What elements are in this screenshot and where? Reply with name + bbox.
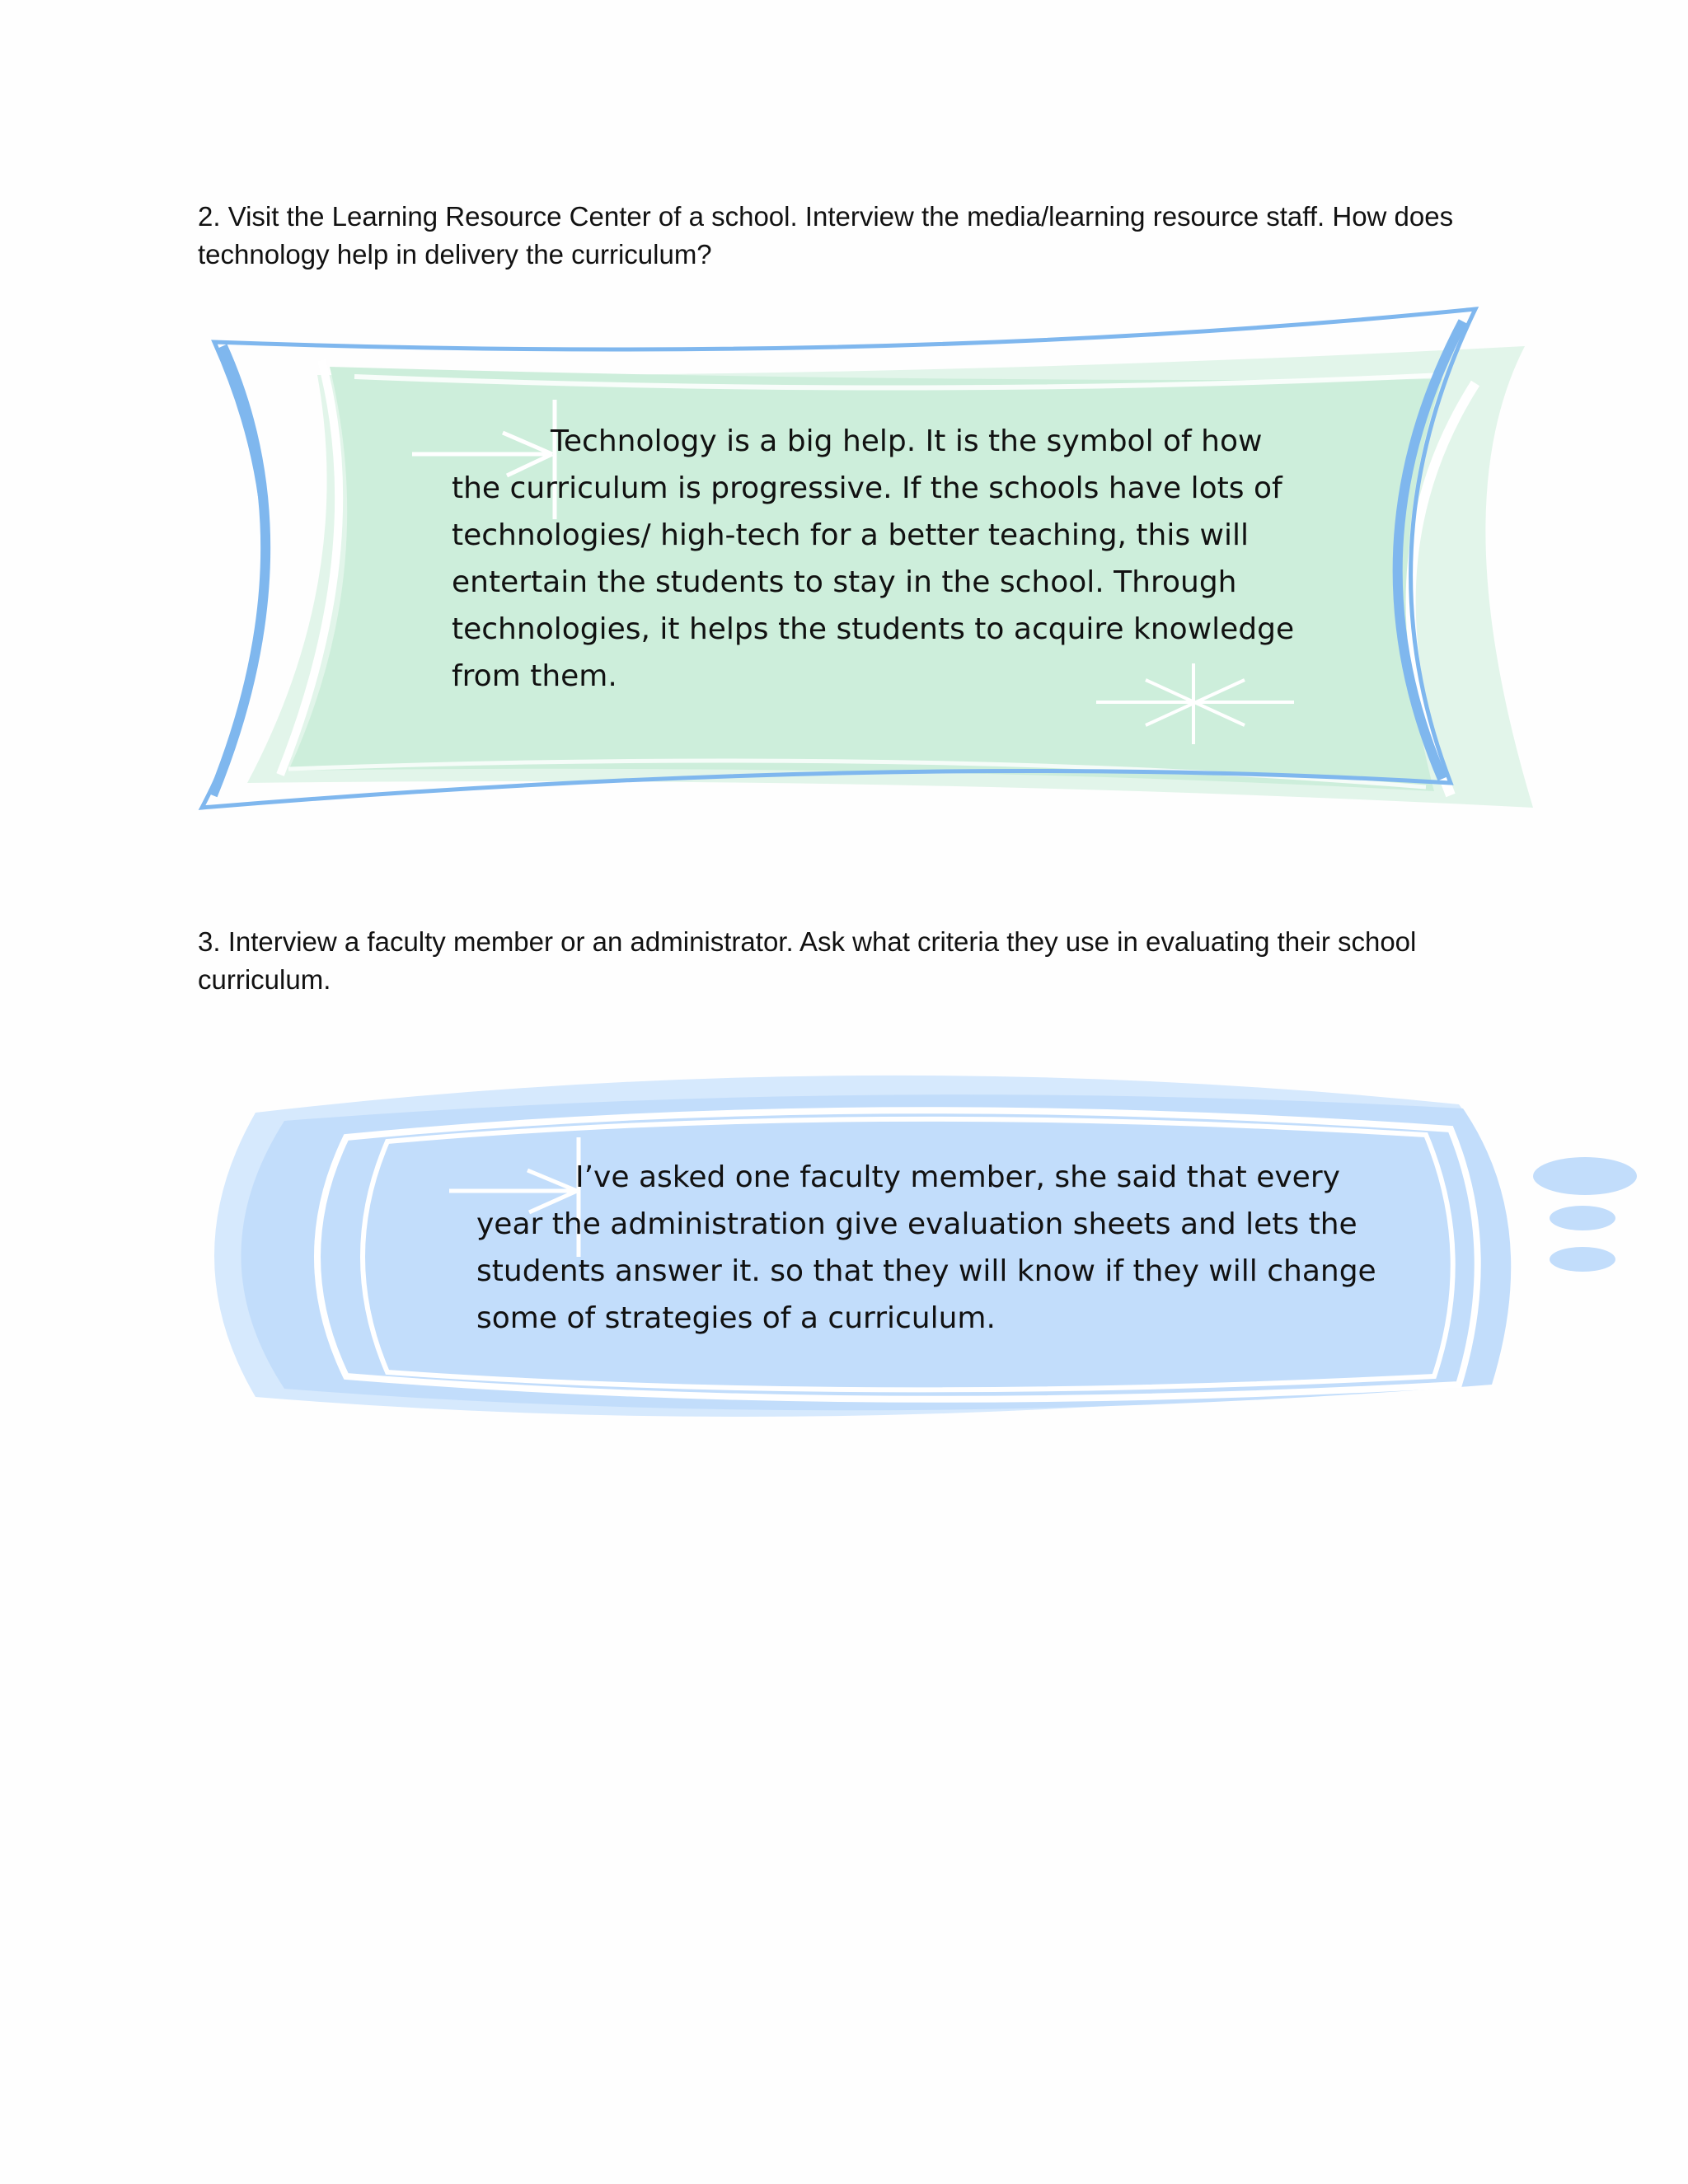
question-3: 3. Interview a faculty member or an administrator. Ask what criteria they use in evaluating their school curriculum. (198, 926, 1417, 995)
answer-2-banner (190, 301, 1541, 820)
answer-3-text: I’ve asked one faculty member, she said that every year the administration give evaluation sheets and lets the students answer it. so that they will know if they will change some of strategies of a curriculum. (476, 1160, 1376, 1335)
question-2: 2. Visit the Learning Resource Center of a school. Interview the media/learning resource staff. How does technology help in delivery the curriculum? (198, 201, 1454, 269)
thought-bubble-large (1533, 1157, 1637, 1195)
thought-bubble-medium (1550, 1206, 1615, 1230)
thought-bubble-small (1550, 1247, 1615, 1272)
answer-3-banner (190, 1059, 1657, 1446)
answer-2-text: Technology is a big help. It is the symbol of how the curriculum is progressive. If the schools have lots of technologies/ high-tech for a better teaching, this will entertain the students to stay in the school. Through technologies, it helps the students to acquire knowledge from them. (452, 424, 1295, 693)
